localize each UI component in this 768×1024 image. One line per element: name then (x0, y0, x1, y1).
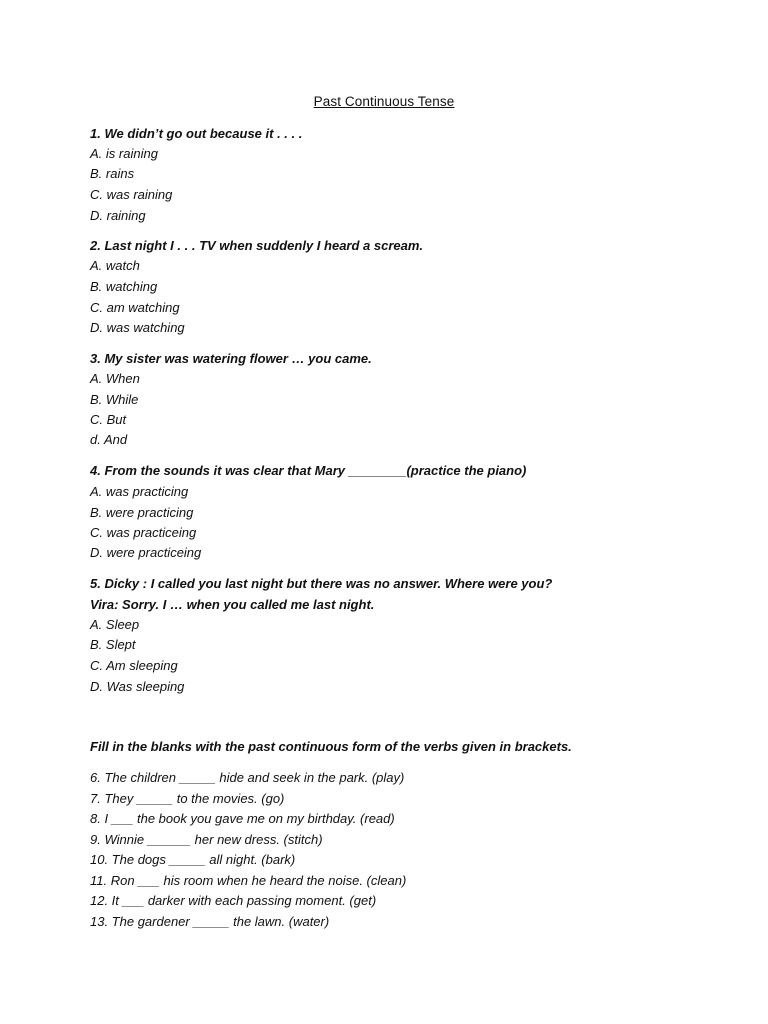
question-4-option-a: A. was practicing (90, 484, 189, 499)
question-3-option-b: B. While (90, 392, 139, 407)
fill-item-11: 11. Ron ___ his room when he heard the noise. (clean) (90, 873, 407, 888)
question-4-option-c: C. was practiceing (90, 525, 197, 540)
fill-item-6: 6. The children _____ hide and seek in the park. (play) (90, 770, 405, 785)
question-5-option-d: D. Was sleeping (90, 679, 185, 694)
question-5-prompt: 5. Dicky : I called you last night but there was no answer. Where were you? (90, 576, 553, 591)
question-3-prompt: 3. My sister was watering flower … you came. (90, 351, 372, 366)
question-1-option-a: A. is raining (90, 146, 158, 161)
question-2-option-d: D. was watching (90, 320, 185, 335)
question-4-prompt: 4. From the sounds it was clear that Mary ________(practice the piano) (90, 463, 527, 478)
question-5-option-a: A. Sleep (90, 617, 140, 632)
question-2-option-c: C. am watching (90, 300, 180, 315)
question-1-prompt: 1. We didn’t go out because it . . . . (90, 126, 303, 141)
question-4-option-b: B. were practicing (90, 505, 194, 520)
question-5-option-b: B. Slept (90, 637, 136, 652)
fill-item-12: 12. It ___ darker with each passing moment. (get) (90, 893, 377, 908)
question-5-option-c: C. Am sleeping (90, 658, 178, 673)
question-2-option-b: B. watching (90, 279, 158, 294)
question-3-option-d: d. And (90, 432, 128, 447)
question-5-prompt-reply: Vira: Sorry. I … when you called me last night. (90, 597, 375, 612)
question-1-option-c: C. was raining (90, 187, 173, 202)
fill-in-instruction: Fill in the blanks with the past continuous form of the verbs given in brackets. (90, 739, 572, 754)
fill-item-13: 13. The gardener _____ the lawn. (water) (90, 914, 330, 929)
fill-item-8: 8. I ___ the book you gave me on my birthday. (read) (90, 811, 395, 826)
fill-item-9: 9. Winnie ______ her new dress. (stitch) (90, 832, 323, 847)
question-1-option-d: D. raining (90, 208, 146, 223)
question-4-option-d: D. were practiceing (90, 545, 202, 560)
fill-item-7: 7. They _____ to the movies. (go) (90, 791, 285, 806)
fill-item-10: 10. The dogs _____ all night. (bark) (90, 852, 296, 867)
page-title: Past Continuous Tense (313, 94, 455, 109)
question-3-option-c: C. But (90, 412, 127, 427)
question-1-option-b: B. rains (90, 166, 135, 181)
question-2-prompt: 2. Last night I . . . TV when suddenly I heard a scream. (90, 238, 424, 253)
question-3-option-a: A. When (90, 371, 140, 386)
question-2-option-a: A. watch (90, 258, 140, 273)
